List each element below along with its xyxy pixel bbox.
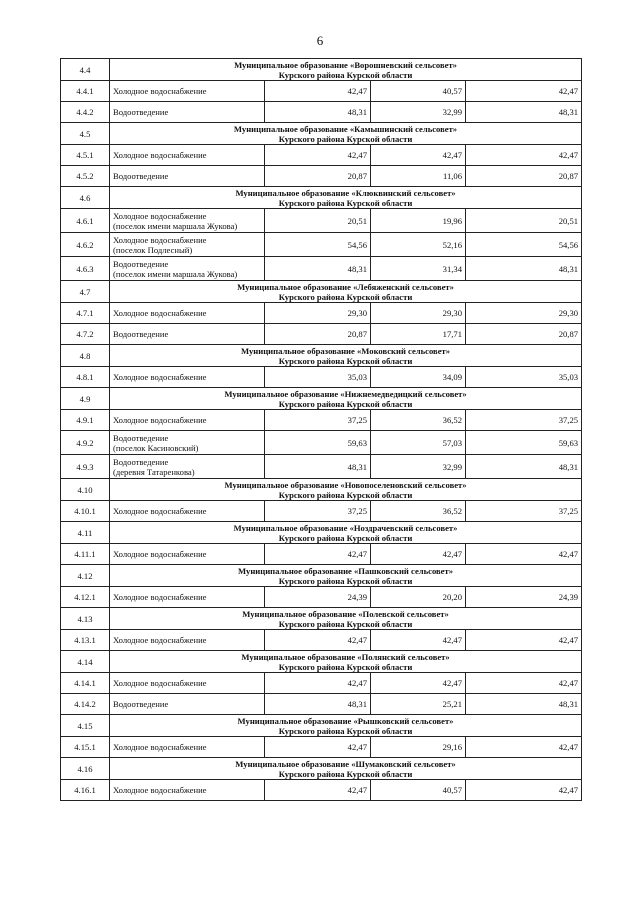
service-name-line2: (деревня Татаренкова) [113, 466, 195, 477]
section-number: 4.8 [61, 345, 110, 367]
tariff-value-2: 19,96 [371, 209, 466, 233]
row-number: 4.4.1 [61, 81, 110, 102]
section-header-row [61, 388, 582, 410]
table-row [61, 630, 582, 651]
tariff-value-1: 42,47 [265, 81, 371, 102]
section-title-line1: Муниципальное образование «Новопоселеновский сельсовет» [224, 479, 467, 490]
service-name-line2: (поселок Подлесный) [113, 244, 193, 255]
tariff-value-3: 48,31 [466, 102, 582, 123]
row-number: 4.10.1 [61, 501, 110, 522]
tariff-value-3: 42,47 [466, 780, 582, 801]
section-title-line2: Курского района Курской области [278, 661, 413, 672]
row-number: 4.8.1 [61, 367, 110, 388]
service-name-line1: Холодное водоснабжение [113, 210, 207, 221]
tariff-value-3: 48,31 [466, 455, 582, 479]
tariff-value-3: 54,56 [466, 233, 582, 257]
service-name [110, 630, 265, 651]
section-title [110, 479, 582, 501]
table-row [61, 303, 582, 324]
tariff-value-2: 31,34 [371, 257, 466, 281]
section-title-line1: Муниципальное образование «Моковский сельсовет» [241, 345, 451, 356]
row-number: 4.13.1 [61, 630, 110, 651]
table-row [61, 145, 582, 166]
section-title-line1: Муниципальное образование «Камышинский сельсовет» [233, 123, 458, 134]
tariff-value-1: 42,47 [265, 737, 371, 758]
service-name-line1: Холодное водоснабжение [113, 372, 207, 382]
tariff-value-3: 20,51 [466, 209, 582, 233]
tariff-value-3: 42,47 [466, 673, 582, 694]
section-title-line2: Курского района Курской области [278, 398, 413, 409]
section-header-row [61, 565, 582, 587]
table-row [61, 367, 582, 388]
tariff-value-3: 42,47 [466, 630, 582, 651]
tariff-value-1: 24,39 [265, 587, 371, 608]
table-row [61, 324, 582, 345]
section-title [110, 565, 582, 587]
section-header-row [61, 651, 582, 673]
section-title-line2: Курского района Курской области [278, 768, 413, 779]
table-row [61, 81, 582, 102]
tariff-value-1: 48,31 [265, 455, 371, 479]
service-name [110, 324, 265, 345]
table-row [61, 587, 582, 608]
section-title [110, 345, 582, 367]
page-number: 6 [316, 33, 324, 48]
section-title [110, 388, 582, 410]
row-number: 4.14.1 [61, 673, 110, 694]
table-row [61, 209, 582, 233]
tariff-value-1: 20,51 [265, 209, 371, 233]
service-name [110, 303, 265, 324]
section-title [110, 123, 582, 145]
row-number: 4.6.1 [61, 209, 110, 233]
service-name [110, 501, 265, 522]
tariff-value-2: 42,47 [371, 630, 466, 651]
section-title-line1: Муниципальное образование «Ноздрачевский сельсовет» [233, 522, 458, 533]
table-row [61, 737, 582, 758]
service-name-line1: Водоотведение [113, 432, 169, 443]
row-number: 4.4.2 [61, 102, 110, 123]
tariff-value-2: 42,47 [371, 544, 466, 565]
section-title [110, 758, 582, 780]
tariff-value-1: 20,87 [265, 166, 371, 187]
tariff-value-2: 25,21 [371, 694, 466, 715]
tariff-value-1: 48,31 [265, 257, 371, 281]
service-name [110, 209, 265, 233]
section-title-line1: Муниципальное образование «Полянский сельсовет» [241, 651, 450, 662]
service-name [110, 455, 265, 479]
section-number: 4.13 [61, 608, 110, 630]
section-number: 4.12 [61, 565, 110, 587]
service-name-line1: Водоотведение [113, 329, 169, 339]
tariff-value-1: 37,25 [265, 410, 371, 431]
section-number: 4.14 [61, 651, 110, 673]
service-name [110, 587, 265, 608]
section-number: 4.16 [61, 758, 110, 780]
service-name-line1: Холодное водоснабжение [113, 415, 207, 425]
tariff-value-3: 48,31 [466, 257, 582, 281]
tariff-value-3: 37,25 [466, 501, 582, 522]
tariff-value-2: 29,30 [371, 303, 466, 324]
table-row [61, 501, 582, 522]
service-name-line1: Холодное водоснабжение [113, 635, 207, 645]
row-number: 4.7.2 [61, 324, 110, 345]
service-name-line1: Водоотведение [113, 107, 169, 117]
table-row [61, 673, 582, 694]
tariff-value-2: 42,47 [371, 673, 466, 694]
section-title-line2: Курского района Курской области [278, 69, 413, 80]
tariff-value-1: 59,63 [265, 431, 371, 455]
section-title [110, 187, 582, 209]
tariff-value-3: 29,30 [466, 303, 582, 324]
tariff-value-1: 37,25 [265, 501, 371, 522]
service-name [110, 673, 265, 694]
section-title-line2: Курского района Курской области [278, 489, 413, 500]
service-name-line1: Водоотведение [113, 456, 169, 467]
tariff-value-2: 40,57 [371, 780, 466, 801]
section-number: 4.5 [61, 123, 110, 145]
row-number: 4.16.1 [61, 780, 110, 801]
tariff-value-1: 42,47 [265, 673, 371, 694]
service-name-line1: Водоотведение [113, 258, 169, 269]
tariff-value-2: 36,52 [371, 410, 466, 431]
service-name [110, 367, 265, 388]
service-name [110, 233, 265, 257]
table-row [61, 455, 582, 479]
tariff-value-2: 34,09 [371, 367, 466, 388]
table-row [61, 233, 582, 257]
tariff-value-2: 36,52 [371, 501, 466, 522]
section-header-row [61, 715, 582, 737]
tariff-value-3: 37,25 [466, 410, 582, 431]
section-title-line2: Курского района Курской области [278, 133, 413, 144]
tariff-value-3: 42,47 [466, 145, 582, 166]
tariff-value-3: 24,39 [466, 587, 582, 608]
service-name [110, 431, 265, 455]
service-name-line2: (поселок имени маршала Жукова) [113, 220, 238, 231]
tariff-value-2: 32,99 [371, 102, 466, 123]
section-title-line2: Курского района Курской области [278, 197, 413, 208]
table-row [61, 544, 582, 565]
tariff-value-3: 20,87 [466, 166, 582, 187]
tariff-value-2: 20,20 [371, 587, 466, 608]
row-number: 4.6.2 [61, 233, 110, 257]
tariff-value-2: 32,99 [371, 455, 466, 479]
service-name [110, 257, 265, 281]
tariff-value-3: 42,47 [466, 81, 582, 102]
service-name-line1: Водоотведение [113, 171, 169, 181]
service-name-line1: Холодное водоснабжение [113, 742, 207, 752]
service-name-line1: Холодное водоснабжение [113, 234, 207, 245]
section-title [110, 59, 582, 81]
service-name [110, 81, 265, 102]
section-header-row [61, 608, 582, 630]
section-number: 4.6 [61, 187, 110, 209]
service-name [110, 145, 265, 166]
service-name [110, 780, 265, 801]
tariff-value-3: 59,63 [466, 431, 582, 455]
tariff-value-2: 17,71 [371, 324, 466, 345]
tariff-value-2: 29,16 [371, 737, 466, 758]
row-number: 4.9.1 [61, 410, 110, 431]
tariff-table-body [61, 59, 582, 801]
section-title-line2: Курского района Курской области [278, 725, 413, 736]
service-name-line1: Холодное водоснабжение [113, 506, 207, 516]
tariff-value-1: 29,30 [265, 303, 371, 324]
section-title-line1: Муниципальное образование «Шумаковский сельсовет» [235, 758, 456, 769]
section-title-line1: Муниципальное образование «Нижнемедведицкий сельсовет» [224, 388, 467, 399]
section-title-line1: Муниципальное образование «Ворошневский сельсовет» [234, 59, 457, 70]
service-name-line1: Холодное водоснабжение [113, 308, 207, 318]
service-name [110, 102, 265, 123]
service-name-line1: Холодное водоснабжение [113, 150, 207, 160]
section-header-row [61, 522, 582, 544]
section-title [110, 281, 582, 303]
table-row [61, 694, 582, 715]
row-number: 4.14.2 [61, 694, 110, 715]
section-title [110, 715, 582, 737]
section-header-row [61, 187, 582, 209]
table-row [61, 410, 582, 431]
row-number: 4.5.1 [61, 145, 110, 166]
row-number: 4.9.3 [61, 455, 110, 479]
service-name-line1: Водоотведение [113, 699, 169, 709]
tariff-value-2: 11,06 [371, 166, 466, 187]
section-number: 4.11 [61, 522, 110, 544]
tariff-value-1: 20,87 [265, 324, 371, 345]
section-title [110, 608, 582, 630]
tariff-value-1: 42,47 [265, 544, 371, 565]
table-row [61, 102, 582, 123]
table-row [61, 166, 582, 187]
section-title-line2: Курского района Курской области [278, 291, 413, 302]
section-header-row [61, 123, 582, 145]
tariff-value-1: 48,31 [265, 694, 371, 715]
tariff-value-1: 42,47 [265, 630, 371, 651]
section-number: 4.9 [61, 388, 110, 410]
section-title-line2: Курского района Курской области [278, 618, 413, 629]
service-name [110, 410, 265, 431]
section-header-row [61, 59, 582, 81]
tariff-value-1: 48,31 [265, 102, 371, 123]
row-number: 4.5.2 [61, 166, 110, 187]
row-number: 4.11.1 [61, 544, 110, 565]
section-title-line1: Муниципальное образование «Клюквинский сельсовет» [235, 187, 456, 198]
tariff-value-1: 54,56 [265, 233, 371, 257]
row-number: 4.15.1 [61, 737, 110, 758]
tariff-value-3: 42,47 [466, 737, 582, 758]
tariff-value-1: 35,03 [265, 367, 371, 388]
tariff-value-3: 20,87 [466, 324, 582, 345]
tariff-value-2: 42,47 [371, 145, 466, 166]
tariff-value-3: 42,47 [466, 544, 582, 565]
service-name [110, 694, 265, 715]
tariff-value-2: 40,57 [371, 81, 466, 102]
section-title-line2: Курского района Курской области [278, 532, 413, 543]
section-number: 4.7 [61, 281, 110, 303]
row-number: 4.9.2 [61, 431, 110, 455]
tariff-value-3: 48,31 [466, 694, 582, 715]
section-number: 4.10 [61, 479, 110, 501]
row-number: 4.6.3 [61, 257, 110, 281]
row-number: 4.7.1 [61, 303, 110, 324]
section-number: 4.4 [61, 59, 110, 81]
tariff-value-1: 42,47 [265, 145, 371, 166]
section-title-line2: Курского района Курской области [278, 355, 413, 366]
section-header-row [61, 281, 582, 303]
tariff-value-3: 35,03 [466, 367, 582, 388]
section-title-line1: Муниципальное образование «Пашковский сельсовет» [238, 565, 453, 576]
table-row [61, 780, 582, 801]
service-name-line1: Холодное водоснабжение [113, 86, 207, 96]
section-title-line1: Муниципальное образование «Лебяженский сельсовет» [237, 281, 454, 292]
table-row [61, 257, 582, 281]
service-name [110, 166, 265, 187]
section-title [110, 522, 582, 544]
section-header-row [61, 345, 582, 367]
tariff-value-1: 42,47 [265, 780, 371, 801]
tariff-value-2: 57,03 [371, 431, 466, 455]
service-name-line1: Холодное водоснабжение [113, 549, 207, 559]
service-name-line2: (поселок имени маршала Жукова) [113, 268, 238, 279]
service-name-line1: Холодное водоснабжение [113, 785, 207, 795]
section-title-line1: Муниципальное образование «Рышковский сельсовет» [237, 715, 454, 726]
service-name [110, 544, 265, 565]
section-title-line1: Муниципальное образование «Полевской сельсовет» [242, 608, 449, 619]
service-name-line1: Холодное водоснабжение [113, 592, 207, 602]
section-header-row [61, 479, 582, 501]
table-row [61, 431, 582, 455]
section-title [110, 651, 582, 673]
section-header-row [61, 758, 582, 780]
section-number: 4.15 [61, 715, 110, 737]
service-name [110, 737, 265, 758]
service-name-line1: Холодное водоснабжение [113, 678, 207, 688]
row-number: 4.12.1 [61, 587, 110, 608]
section-title-line2: Курского района Курской области [278, 575, 413, 586]
tariff-value-2: 52,16 [371, 233, 466, 257]
service-name-line2: (поселок Касиновский) [113, 442, 199, 453]
tariff-table [60, 58, 582, 801]
